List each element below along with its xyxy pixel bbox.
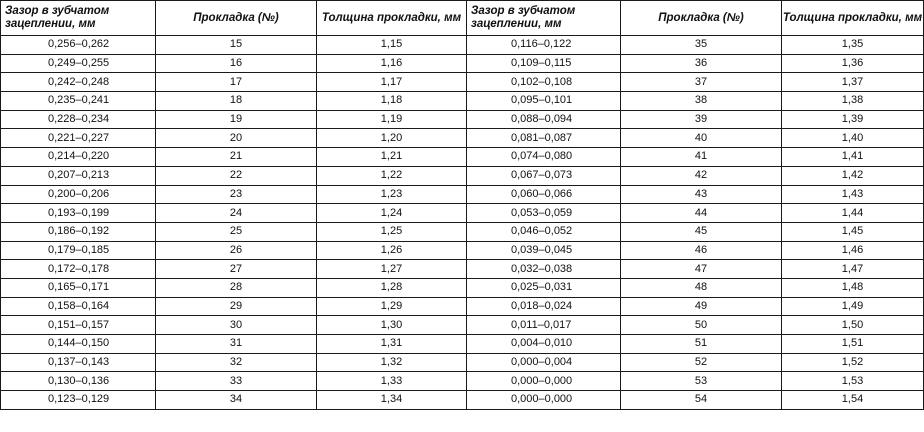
thickness-right-cell: 1,45 bbox=[782, 222, 924, 241]
thickness-right-cell: 1,47 bbox=[782, 260, 924, 279]
shim-right-cell: 42 bbox=[621, 166, 782, 185]
thickness-right-cell: 1,44 bbox=[782, 204, 924, 223]
table-row bbox=[1, 316, 924, 335]
gap-right-cell: 0,000–0,004 bbox=[467, 353, 621, 372]
thickness-left-cell: 1,33 bbox=[317, 372, 467, 391]
gap-right-cell: 0,060–0,066 bbox=[467, 185, 621, 204]
table-row bbox=[1, 204, 924, 223]
shim-left-cell: 25 bbox=[156, 222, 317, 241]
gap-left-cell: 0,256–0,262 bbox=[1, 36, 156, 55]
table-row bbox=[1, 92, 924, 111]
table-row bbox=[1, 278, 924, 297]
thickness-left-cell: 1,22 bbox=[317, 166, 467, 185]
thickness-left-cell: 1,16 bbox=[317, 54, 467, 73]
thickness-right-cell: 1,36 bbox=[782, 54, 924, 73]
thickness-left-cell: 1,15 bbox=[317, 36, 467, 55]
thickness-left-cell: 1,24 bbox=[317, 204, 467, 223]
thickness-left-cell: 1,21 bbox=[317, 148, 467, 167]
gap-right-cell: 0,067–0,073 bbox=[467, 166, 621, 185]
thickness-right-cell: 1,51 bbox=[782, 335, 924, 354]
table-row bbox=[1, 260, 924, 279]
shim-right-cell: 54 bbox=[621, 391, 782, 410]
shim-left-cell: 32 bbox=[156, 353, 317, 372]
shim-left-cell: 23 bbox=[156, 185, 317, 204]
gap-right-cell: 0,018–0,024 bbox=[467, 297, 621, 316]
thickness-left-cell: 1,19 bbox=[317, 110, 467, 129]
gap-left-cell: 0,242–0,248 bbox=[1, 73, 156, 92]
shim-left-cell: 19 bbox=[156, 110, 317, 129]
gap-right-cell: 0,032–0,038 bbox=[467, 260, 621, 279]
shim-left-cell: 33 bbox=[156, 372, 317, 391]
table-row bbox=[1, 391, 924, 410]
thickness-left-cell: 1,23 bbox=[317, 185, 467, 204]
shim-left-cell: 31 bbox=[156, 335, 317, 354]
shim-left-cell: 26 bbox=[156, 241, 317, 260]
thickness-right-cell: 1,54 bbox=[782, 391, 924, 410]
table-row bbox=[1, 166, 924, 185]
gap-right-cell: 0,000–0,000 bbox=[467, 372, 621, 391]
thickness-right-cell: 1,50 bbox=[782, 316, 924, 335]
shim-right-cell: 49 bbox=[621, 297, 782, 316]
shim-left-cell: 16 bbox=[156, 54, 317, 73]
gap-right-cell: 0,039–0,045 bbox=[467, 241, 621, 260]
gap-left-cell: 0,158–0,164 bbox=[1, 297, 156, 316]
gap-left-cell: 0,137–0,143 bbox=[1, 353, 156, 372]
table-row bbox=[1, 353, 924, 372]
shim-left-cell: 29 bbox=[156, 297, 317, 316]
shim-left-cell: 24 bbox=[156, 204, 317, 223]
shim-right-cell: 36 bbox=[621, 54, 782, 73]
gap-right-cell: 0,004–0,010 bbox=[467, 335, 621, 354]
thickness-left-cell: 1,20 bbox=[317, 129, 467, 148]
thickness-left-cell: 1,27 bbox=[317, 260, 467, 279]
thickness-left-cell: 1,32 bbox=[317, 353, 467, 372]
thickness-left-cell: 1,17 bbox=[317, 73, 467, 92]
shim-left-cell: 27 bbox=[156, 260, 317, 279]
shim-right-cell: 39 bbox=[621, 110, 782, 129]
shim-right-cell: 45 bbox=[621, 222, 782, 241]
shim-right-cell: 38 bbox=[621, 92, 782, 111]
gap-right-cell: 0,000–0,000 bbox=[467, 391, 621, 410]
thickness-left-cell: 1,30 bbox=[317, 316, 467, 335]
gap-left-cell: 0,214–0,220 bbox=[1, 148, 156, 167]
gap-left-cell: 0,221–0,227 bbox=[1, 129, 156, 148]
shim-right-cell: 41 bbox=[621, 148, 782, 167]
thickness-right-cell: 1,48 bbox=[782, 278, 924, 297]
shim-right-cell: 40 bbox=[621, 129, 782, 148]
gap-left-cell: 0,228–0,234 bbox=[1, 110, 156, 129]
thickness-left-cell: 1,26 bbox=[317, 241, 467, 260]
header-gap-left: Зазор в зубчатом зацеплении, мм bbox=[1, 1, 156, 36]
thickness-right-cell: 1,40 bbox=[782, 129, 924, 148]
thickness-right-cell: 1,38 bbox=[782, 92, 924, 111]
table-row bbox=[1, 54, 924, 73]
header-gap-right: Зазор в зубчатом зацеплении, мм bbox=[467, 1, 621, 36]
shim-left-cell: 34 bbox=[156, 391, 317, 410]
shim-left-cell: 20 bbox=[156, 129, 317, 148]
shim-right-cell: 47 bbox=[621, 260, 782, 279]
thickness-left-cell: 1,34 bbox=[317, 391, 467, 410]
thickness-left-cell: 1,29 bbox=[317, 297, 467, 316]
gap-right-cell: 0,081–0,087 bbox=[467, 129, 621, 148]
thickness-right-cell: 1,49 bbox=[782, 297, 924, 316]
thickness-left-cell: 1,25 bbox=[317, 222, 467, 241]
table-row bbox=[1, 185, 924, 204]
thickness-left-cell: 1,28 bbox=[317, 278, 467, 297]
gap-right-cell: 0,095–0,101 bbox=[467, 92, 621, 111]
thickness-right-cell: 1,41 bbox=[782, 148, 924, 167]
gap-left-cell: 0,207–0,213 bbox=[1, 166, 156, 185]
thickness-right-cell: 1,43 bbox=[782, 185, 924, 204]
table-body bbox=[1, 36, 924, 410]
shim-left-cell: 21 bbox=[156, 148, 317, 167]
gap-right-cell: 0,074–0,080 bbox=[467, 148, 621, 167]
gap-left-cell: 0,144–0,150 bbox=[1, 335, 156, 354]
table-row bbox=[1, 36, 924, 55]
thickness-right-cell: 1,35 bbox=[782, 36, 924, 55]
table-row bbox=[1, 148, 924, 167]
gap-left-cell: 0,165–0,171 bbox=[1, 278, 156, 297]
shim-left-cell: 15 bbox=[156, 36, 317, 55]
shim-right-cell: 46 bbox=[621, 241, 782, 260]
thickness-right-cell: 1,42 bbox=[782, 166, 924, 185]
thickness-right-cell: 1,39 bbox=[782, 110, 924, 129]
shim-left-cell: 18 bbox=[156, 92, 317, 111]
table-row bbox=[1, 372, 924, 391]
gap-left-cell: 0,249–0,255 bbox=[1, 54, 156, 73]
gap-right-cell: 0,116–0,122 bbox=[467, 36, 621, 55]
gap-right-cell: 0,046–0,052 bbox=[467, 222, 621, 241]
table-row bbox=[1, 297, 924, 316]
gap-left-cell: 0,179–0,185 bbox=[1, 241, 156, 260]
header-thickness-right: Толщина прокладки, мм bbox=[782, 1, 924, 36]
shim-right-cell: 44 bbox=[621, 204, 782, 223]
header-row bbox=[1, 1, 924, 36]
table-row bbox=[1, 73, 924, 92]
gap-left-cell: 0,123–0,129 bbox=[1, 391, 156, 410]
table-row bbox=[1, 110, 924, 129]
gap-right-cell: 0,011–0,017 bbox=[467, 316, 621, 335]
thickness-right-cell: 1,52 bbox=[782, 353, 924, 372]
shim-right-cell: 48 bbox=[621, 278, 782, 297]
shim-left-cell: 28 bbox=[156, 278, 317, 297]
gap-left-cell: 0,172–0,178 bbox=[1, 260, 156, 279]
shim-right-cell: 51 bbox=[621, 335, 782, 354]
shim-right-cell: 37 bbox=[621, 73, 782, 92]
shim-left-cell: 30 bbox=[156, 316, 317, 335]
header-shim-left: Прокладка (№) bbox=[156, 1, 317, 36]
gap-right-cell: 0,109–0,115 bbox=[467, 54, 621, 73]
gap-right-cell: 0,053–0,059 bbox=[467, 204, 621, 223]
shim-right-cell: 35 bbox=[621, 36, 782, 55]
thickness-right-cell: 1,46 bbox=[782, 241, 924, 260]
gap-left-cell: 0,151–0,157 bbox=[1, 316, 156, 335]
header-thickness-left: Толщина прокладки, мм bbox=[317, 1, 467, 36]
gap-left-cell: 0,130–0,136 bbox=[1, 372, 156, 391]
gap-right-cell: 0,025–0,031 bbox=[467, 278, 621, 297]
header-shim-right: Прокладка (№) bbox=[621, 1, 782, 36]
shim-left-cell: 22 bbox=[156, 166, 317, 185]
shim-left-cell: 17 bbox=[156, 73, 317, 92]
table-row bbox=[1, 335, 924, 354]
gap-left-cell: 0,200–0,206 bbox=[1, 185, 156, 204]
gap-right-cell: 0,102–0,108 bbox=[467, 73, 621, 92]
gap-left-cell: 0,235–0,241 bbox=[1, 92, 156, 111]
shim-right-cell: 50 bbox=[621, 316, 782, 335]
gap-right-cell: 0,088–0,094 bbox=[467, 110, 621, 129]
table-row bbox=[1, 222, 924, 241]
gap-left-cell: 0,193–0,199 bbox=[1, 204, 156, 223]
gap-left-cell: 0,186–0,192 bbox=[1, 222, 156, 241]
shim-right-cell: 43 bbox=[621, 185, 782, 204]
thickness-right-cell: 1,37 bbox=[782, 73, 924, 92]
table-row bbox=[1, 129, 924, 148]
thickness-left-cell: 1,18 bbox=[317, 92, 467, 111]
table-row bbox=[1, 241, 924, 260]
thickness-right-cell: 1,53 bbox=[782, 372, 924, 391]
thickness-left-cell: 1,31 bbox=[317, 335, 467, 354]
shim-right-cell: 53 bbox=[621, 372, 782, 391]
shim-right-cell: 52 bbox=[621, 353, 782, 372]
